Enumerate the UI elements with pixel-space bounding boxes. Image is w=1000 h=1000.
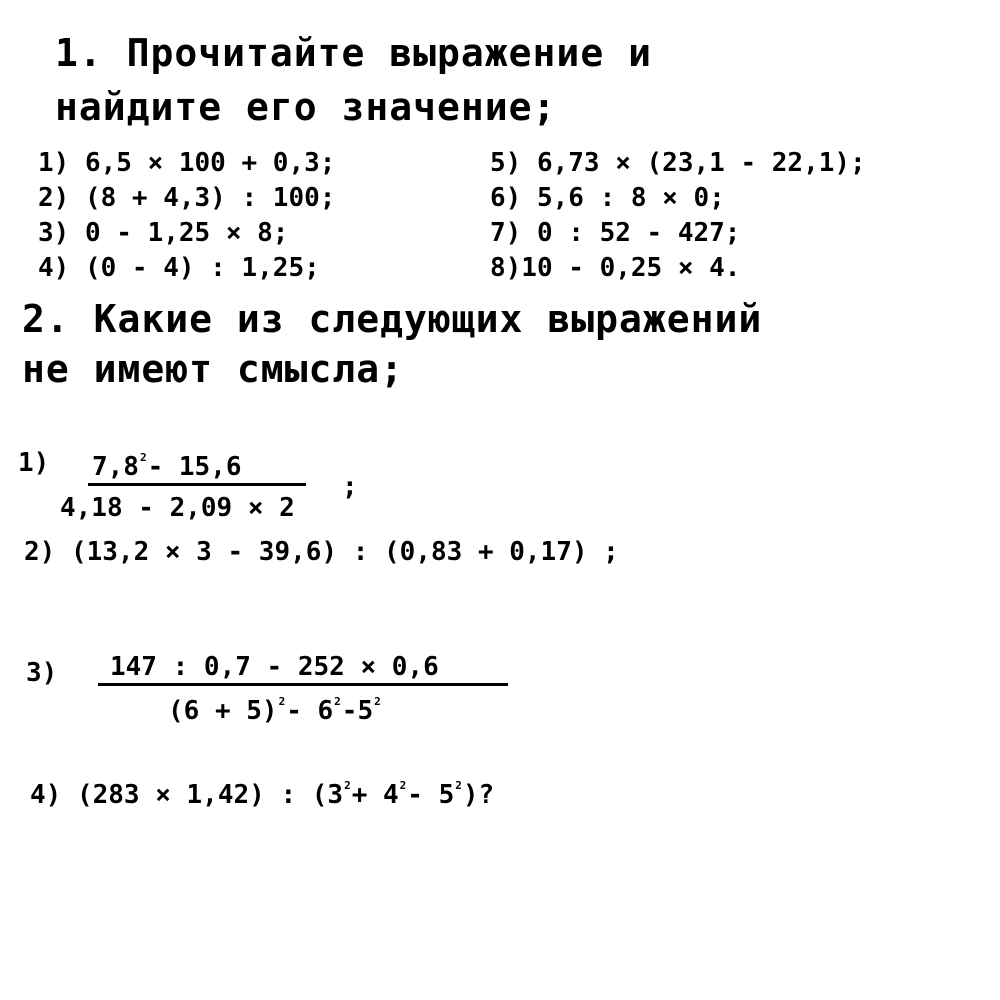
- denominator-term: - 6: [286, 696, 334, 726]
- section1-title-line2: найдите его значение;: [55, 85, 557, 129]
- exercise-2-1-label: 1): [18, 448, 50, 478]
- fraction-bar: [98, 683, 508, 686]
- expression-part: 4) (283 × 1,42) : (3: [30, 780, 344, 810]
- exponent: 2: [344, 779, 351, 792]
- exercise-2-3-numerator: 147 : 0,7 - 252 × 0,6: [110, 652, 439, 682]
- expression-part: )?: [462, 780, 495, 810]
- exercise-2-1-denominator: 4,18 - 2,09 × 2: [60, 493, 295, 523]
- numerator-term: 7,8: [92, 452, 139, 482]
- exercise-1-1: 1) 6,5 × 100 + 0,3;: [38, 148, 336, 178]
- exercise-1-3: 3) 0 - 1,25 × 8;: [38, 218, 289, 248]
- fraction-bar: [88, 483, 306, 486]
- exercise-2-3-denominator: [168, 694, 382, 733]
- section2-title-line2: не имеют смысла;: [22, 347, 405, 391]
- exercise-1-4: 4) (0 - 4) : 1,25;: [38, 253, 320, 283]
- section1-title-line1: 1. Прочитайте выражение и: [55, 31, 652, 75]
- exponent: 2: [139, 451, 147, 464]
- exercise-1-6: 6) 5,6 : 8 × 0;: [490, 183, 725, 213]
- expression-part: + 4: [351, 780, 399, 810]
- exercise-1-2: 2) (8 + 4,3) : 100;: [38, 183, 336, 213]
- exponent: 2: [399, 779, 407, 792]
- numerator-rest: - 15,6: [147, 452, 242, 482]
- exercise-2-2: 2) (13,2 × 3 - 39,6) : (0,83 + 0,17) ;: [24, 537, 619, 567]
- exponent: 2: [374, 695, 381, 708]
- exercise-2-4: [30, 778, 494, 817]
- exercise-1-7: 7) 0 : 52 - 427;: [490, 218, 741, 248]
- exponent: 2: [334, 695, 341, 708]
- exercise-1-5: 5) 6,73 × (23,1 - 22,1);: [490, 148, 866, 178]
- denominator-term: -5: [341, 696, 374, 726]
- exercise-2-3-label: 3): [26, 658, 58, 688]
- exercise-1-8: 8)10 - 0,25 × 4.: [490, 253, 741, 283]
- exponent: 2: [455, 779, 462, 792]
- denominator-term: (6 + 5): [168, 696, 278, 726]
- exercise-2-1-semicolon: ;: [342, 472, 358, 502]
- expression-part: - 5: [407, 780, 455, 810]
- section2-title-line1: 2. Какие из следующих выражений: [22, 297, 763, 341]
- exponent: 2: [278, 695, 286, 708]
